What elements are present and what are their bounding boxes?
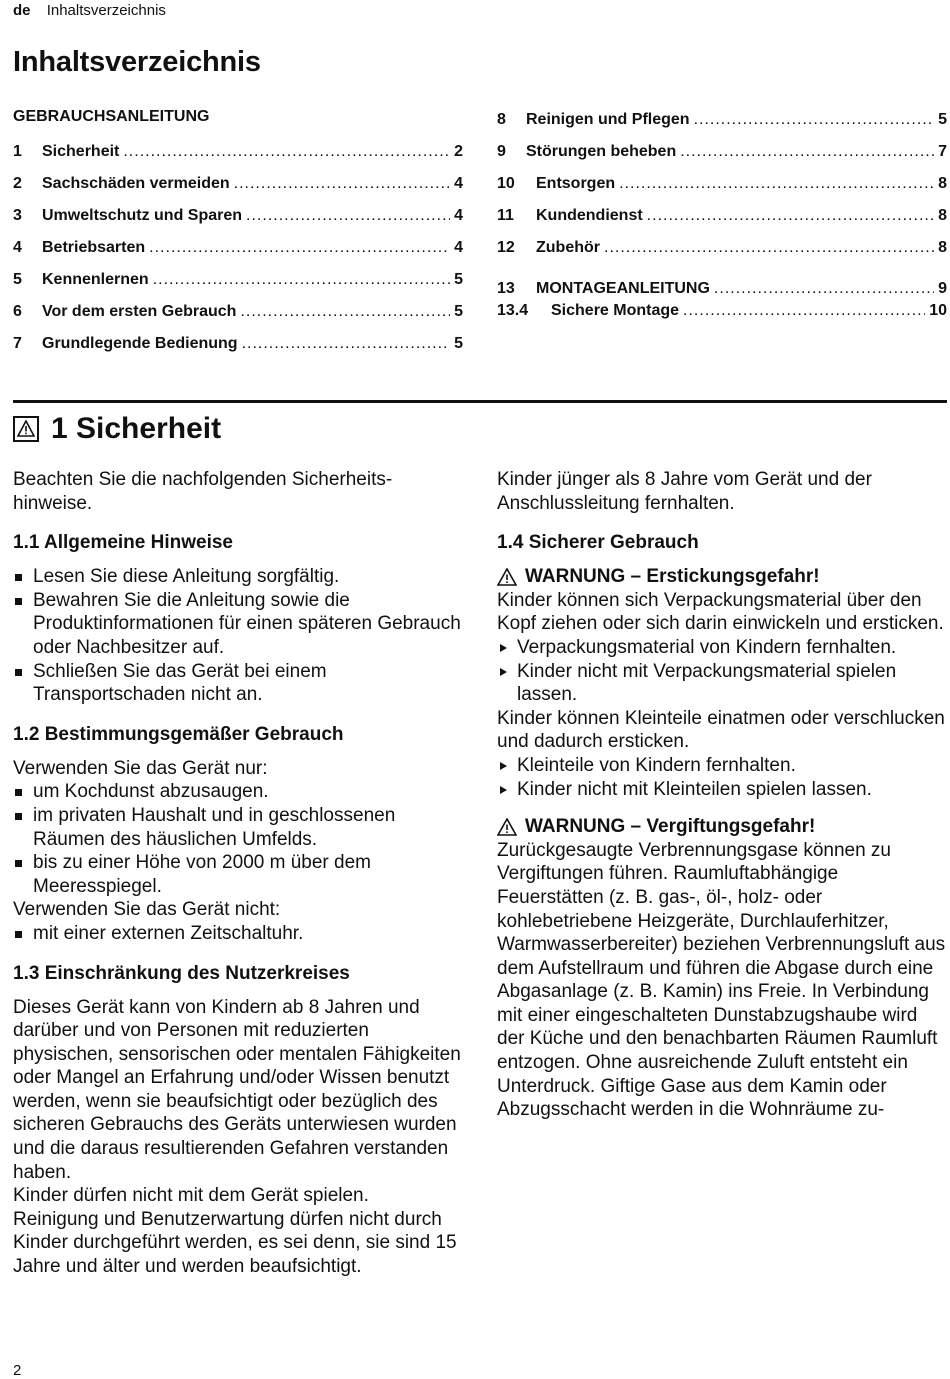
- toc-entry: [497, 232, 947, 264]
- toc-leader-dots: [683, 300, 925, 322]
- list-item: im privaten Haushalt und in geschlossenen Räumen des häuslichen Umfelds.: [13, 804, 463, 851]
- toc-entry-label: Sichere Montage: [551, 302, 680, 319]
- toc-entry-number: 9: [497, 143, 506, 160]
- toc-entry-page: 10: [929, 302, 947, 319]
- subsection-1-1-title: 1.1 Allgemeine Hinweise: [13, 532, 233, 554]
- list-item: Bewahren Sie die Anleitung sowie die Produktinformationen für einen späteren Gebrauch oder Nachbesitzer auf.: [13, 589, 463, 660]
- toc-entry-page: 5: [454, 271, 463, 288]
- list-item: Schließen Sie das Gerät bei einem Transportschaden nicht an.: [13, 660, 463, 707]
- toc-entry-page: 8: [938, 239, 947, 256]
- not-use-lead: Verwenden Sie das Gerät nicht:: [13, 899, 281, 921]
- toc-entry: [13, 168, 463, 200]
- toc-entry-label: Kundendienst: [536, 207, 643, 224]
- toc-entry: [13, 232, 463, 264]
- subsection-1-4-title: 1.4 Sicherer Gebrauch: [497, 532, 699, 554]
- warning-triangle-icon: [13, 416, 39, 442]
- toc-entry-page: 5: [454, 335, 463, 352]
- warning-suffocation-title: WARNUNG – Erstickungsgefahr!: [525, 566, 820, 588]
- toc-entry-page: 4: [454, 207, 463, 224]
- section-heading: Sicherheit: [76, 412, 222, 445]
- toc-entry-page: 8: [938, 175, 947, 192]
- list-item: Verpackungsmaterial von Kindern fernhalten.: [497, 636, 947, 660]
- toc-entry: [497, 278, 947, 300]
- list-item: mit einer externen Zeitschaltuhr.: [13, 922, 463, 946]
- warning-poisoning: [497, 815, 947, 839]
- toc-entry-number: 4: [13, 239, 22, 256]
- toc-entry: [497, 300, 947, 322]
- toc-entry-number: 6: [13, 303, 22, 320]
- running-header: [13, 2, 166, 19]
- toc-leader-dots: [123, 136, 450, 168]
- toc-leader-dots: [694, 104, 935, 136]
- toc-entry: [13, 136, 463, 168]
- right-column: [497, 468, 947, 1122]
- toc-entry-label: Umweltschutz und Sparen: [42, 207, 243, 224]
- user-restriction-text: Dieses Gerät kann von Kindern ab 8 Jahren und darüber und von Personen mit reduzierten physischen, sensorischen oder mentalen Fähigkeiten oder Mangel an Erfahrung und/oder Wissen benutzt werden, wenn sie beaufsichtigt oder bezüglich des sicheren Gebrauchs des Geräts unterwiesen wurden und die daraus resultierenden Gefahren verstanden haben.: [13, 996, 461, 1183]
- toc-leader-dots: [680, 136, 934, 168]
- subsection-1-3-title: 1.3 Einschränkung des Nutzerkreises: [13, 962, 350, 984]
- warning-triangle-icon: [497, 568, 517, 586]
- toc-entry-label: Sicherheit: [42, 143, 120, 160]
- toc-leader-dots: [240, 296, 450, 328]
- children-play-text: Kinder dürfen nicht mit dem Gerät spielen.: [13, 1185, 369, 1207]
- toc-entry: [497, 136, 947, 168]
- toc-entry: [13, 200, 463, 232]
- toc-entry-page: 7: [938, 143, 947, 160]
- page-title: Inhaltsverzeichnis: [13, 46, 261, 78]
- toc-leader-dots: [149, 232, 450, 264]
- intended-use-lead: Verwenden Sie das Gerät nur:: [13, 757, 268, 779]
- children-continuation-text: Kinder jünger als 8 Jahre vom Gerät und der Anschlussleitung fernhalten.: [497, 469, 872, 514]
- toc-entry-page: 5: [454, 303, 463, 320]
- cleaning-text: Reinigung und Benutzerwartung dürfen nicht durch Kinder durchgeführt werden, es sei denn, sie sind 15 Jahre und älter und werden beaufsichtigt.: [13, 1208, 457, 1278]
- section-divider: [13, 400, 947, 403]
- small-parts-actions-list: [497, 754, 947, 801]
- toc-entry: [13, 264, 463, 296]
- toc-leader-dots: [714, 278, 934, 300]
- toc-entry-label: Störungen beheben: [526, 143, 677, 160]
- toc-right-column: [497, 104, 947, 322]
- list-item: Kinder nicht mit Verpackungsmaterial spielen lassen.: [497, 660, 947, 707]
- toc-entry-label: Zubehör: [536, 239, 600, 256]
- list-item: Kinder nicht mit Kleinteilen spielen lassen.: [497, 778, 947, 802]
- toc-entry: [13, 328, 463, 360]
- page-number: 2: [13, 1362, 22, 1379]
- toc-entry-number: 13: [497, 280, 515, 297]
- toc-entry-page: 9: [938, 280, 947, 297]
- toc-entry-number: 10: [497, 175, 515, 192]
- not-use-list: [13, 922, 463, 946]
- warning-triangle-icon: [497, 818, 517, 836]
- toc-leader-dots: [604, 232, 934, 264]
- toc-entry-number: 1: [13, 143, 22, 160]
- subsection-1-2-title: 1.2 Bestimmungsgemäßer Gebrauch: [13, 723, 344, 745]
- toc-leader-dots: [234, 168, 450, 200]
- toc-entry-label: Betriebsarten: [42, 239, 146, 256]
- general-notes-list: [13, 565, 463, 707]
- small-parts-text: Kinder können Kleinteile einatmen oder verschlucken und dadurch ersticken.: [497, 707, 945, 753]
- toc-entry-number: 13.4: [497, 302, 529, 319]
- toc-entry-label: Vor dem ersten Gebrauch: [42, 303, 237, 320]
- toc-entry-label: Reinigen und Pflegen: [526, 111, 690, 128]
- intended-use-list: [13, 780, 463, 898]
- toc-entry-page: 5: [938, 111, 947, 128]
- toc-entry-label: Grundlegende Bedienung: [42, 335, 238, 352]
- intro-text: Beachten Sie die nachfolgenden Sicherheits-hinweise.: [13, 469, 393, 514]
- toc-leader-dots: [647, 200, 934, 232]
- toc-entry-number: 7: [13, 335, 22, 352]
- toc-leader-dots: [619, 168, 934, 200]
- toc-left-column: [13, 104, 463, 360]
- list-item: bis zu einer Höhe von 2000 m über dem Meeresspiegel.: [13, 851, 463, 898]
- list-item: Lesen Sie diese Anleitung sorgfältig.: [13, 565, 463, 589]
- toc-entry-number: 2: [13, 175, 22, 192]
- section-number: 1: [51, 412, 68, 445]
- left-column: [13, 468, 463, 1279]
- toc-entry-label: MONTAGEANLEITUNG: [536, 280, 710, 297]
- toc-entry: [13, 296, 463, 328]
- warning-suffocation-text: Kinder können sich Verpackungsmaterial über den Kopf ziehen oder sich darin einwickeln und ersticken.: [497, 589, 944, 635]
- toc-leader-dots: [242, 328, 451, 360]
- toc-entry: [497, 168, 947, 200]
- warning-poisoning-title: WARNUNG – Vergiftungsgefahr!: [525, 816, 816, 838]
- header-title: Inhaltsverzeichnis: [46, 2, 166, 19]
- toc-entry-label: Sachschäden vermeiden: [42, 175, 230, 192]
- toc-heading: GEBRAUCHSANLEITUNG: [13, 108, 210, 125]
- language-code: de: [13, 2, 31, 19]
- toc-entry-page: 8: [938, 207, 947, 224]
- toc-entry-label: Kennenlernen: [42, 271, 149, 288]
- toc-entry-page: 4: [454, 175, 463, 192]
- list-item: um Kochdunst abzusaugen.: [13, 780, 463, 804]
- toc-leader-dots: [153, 264, 450, 296]
- warning-poisoning-text: Zurückgesaugte Verbrennungsgase können zu Vergiftungen führen. Raumluftabhängige Feuerstätten (z. B. gas-, öl-, holz- oder kohlebetriebene Heizgeräte, Durchlauferhitzer, Warmwasserbereiter) beziehen Verbrennungsluft aus dem Aufstellraum und führen die Abgase durch eine Abgasanlage (z. B. Kamin) ins Freie. In Verbindung mit einer eingeschalteten Dunstabzugshaube wird der Küche und den benachbarten Räumen Raumluft entzogen. Ohne ausreichende Zuluft entsteht ein Unterdruck. Giftige Gase aus dem Kamin oder Abzugsschacht werden in die Wohnräume zu-: [497, 839, 946, 1121]
- toc-entry-number: 5: [13, 271, 22, 288]
- toc-entry-page: 4: [454, 239, 463, 256]
- toc-entry-number: 12: [497, 239, 515, 256]
- toc-entry-number: 8: [497, 111, 506, 128]
- list-item: Kleinteile von Kindern fernhalten.: [497, 754, 947, 778]
- toc-entry: [497, 104, 947, 136]
- toc-entry-page: 2: [454, 143, 463, 160]
- warning-suffocation: [497, 565, 947, 589]
- toc-entry-number: 3: [13, 207, 22, 224]
- toc-entry: [497, 200, 947, 232]
- section-title: [13, 412, 221, 446]
- toc-entry-label: Entsorgen: [536, 175, 616, 192]
- packaging-actions-list: [497, 636, 947, 707]
- toc-leader-dots: [246, 200, 450, 232]
- toc-entry-number: 11: [497, 207, 514, 224]
